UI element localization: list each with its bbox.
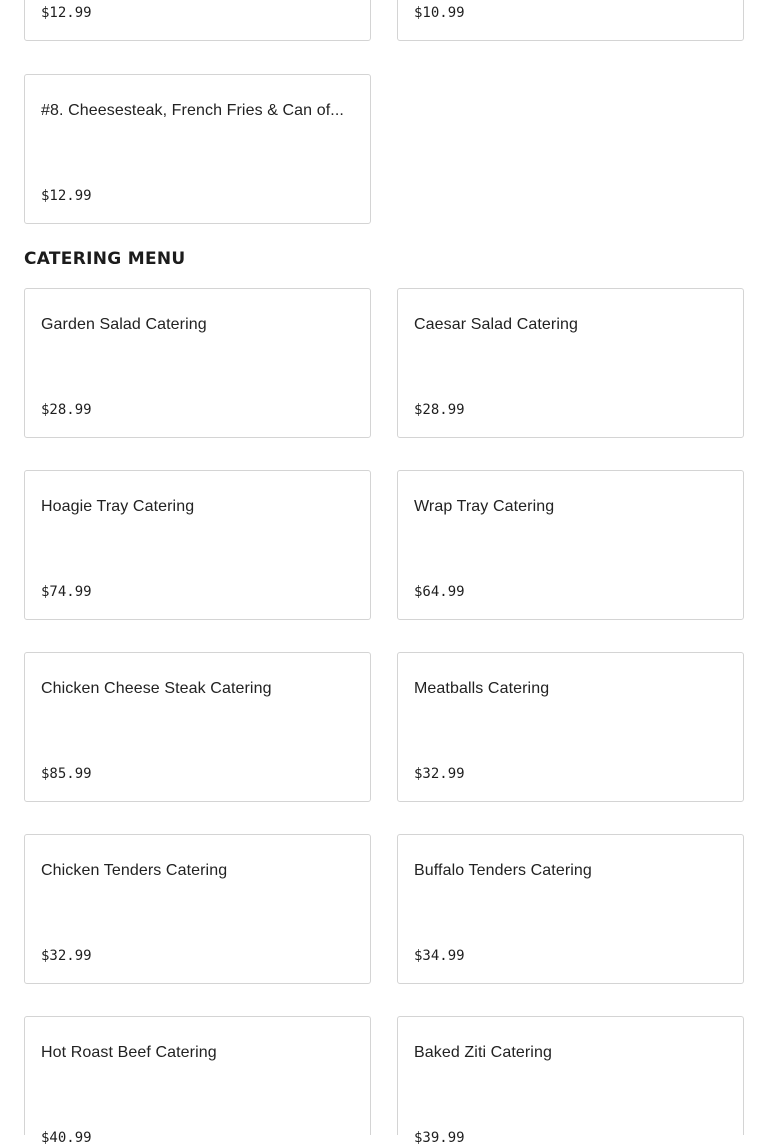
menu-item-price: $10.99 — [414, 5, 465, 21]
menu-item-price: $74.99 — [41, 584, 92, 600]
menu-item-price: $34.99 — [414, 948, 465, 964]
menu-item-card[interactable] — [24, 834, 371, 984]
menu-item-card[interactable] — [397, 834, 744, 984]
menu-item-price: $28.99 — [414, 402, 465, 418]
menu-item-card[interactable] — [397, 1016, 744, 1146]
menu-item-price: $85.99 — [41, 766, 92, 782]
menu-item-card[interactable] — [24, 288, 371, 438]
menu-item-price: $12.99 — [41, 5, 92, 21]
menu-item-price: $64.99 — [414, 584, 465, 600]
menu-item-name: Wrap Tray Catering — [414, 498, 555, 515]
menu-item-card[interactable] — [397, 652, 744, 802]
menu-item-name: Meatballs Catering — [414, 680, 550, 697]
menu-item-card[interactable] — [397, 470, 744, 620]
menu-item-name: Hoagie Tray Catering — [41, 498, 195, 515]
menu-item-name: #8. Cheesesteak, French Fries & Can of... — [41, 102, 344, 119]
menu-item-price: $12.99 — [41, 188, 92, 204]
menu-item-card[interactable] — [24, 470, 371, 620]
menu-item-name: Garden Salad Catering — [41, 316, 207, 333]
menu-item-price: $39.99 — [414, 1130, 465, 1146]
menu-item-price: $40.99 — [41, 1130, 92, 1146]
menu-item-name: Chicken Tenders Catering — [41, 862, 228, 879]
menu-item-price: $28.99 — [41, 402, 92, 418]
section-title: CATERING MENU — [24, 249, 186, 269]
menu-item-name: Caesar Salad Catering — [414, 316, 578, 333]
menu-item-name: Buffalo Tenders Catering — [414, 862, 592, 879]
menu-item-card[interactable] — [397, 288, 744, 438]
menu-item-card[interactable] — [24, 0, 371, 41]
menu-item-name: Chicken Cheese Steak Catering — [41, 680, 272, 697]
menu-item-card[interactable] — [397, 0, 744, 41]
menu-item-card[interactable] — [24, 1016, 371, 1146]
menu-item-card[interactable] — [24, 74, 371, 224]
menu-item-card[interactable] — [24, 652, 371, 802]
menu-item-name: Baked Ziti Catering — [414, 1044, 552, 1061]
menu-item-name: Hot Roast Beef Catering — [41, 1044, 217, 1061]
menu-item-price: $32.99 — [414, 766, 465, 782]
menu-item-price: $32.99 — [41, 948, 92, 964]
